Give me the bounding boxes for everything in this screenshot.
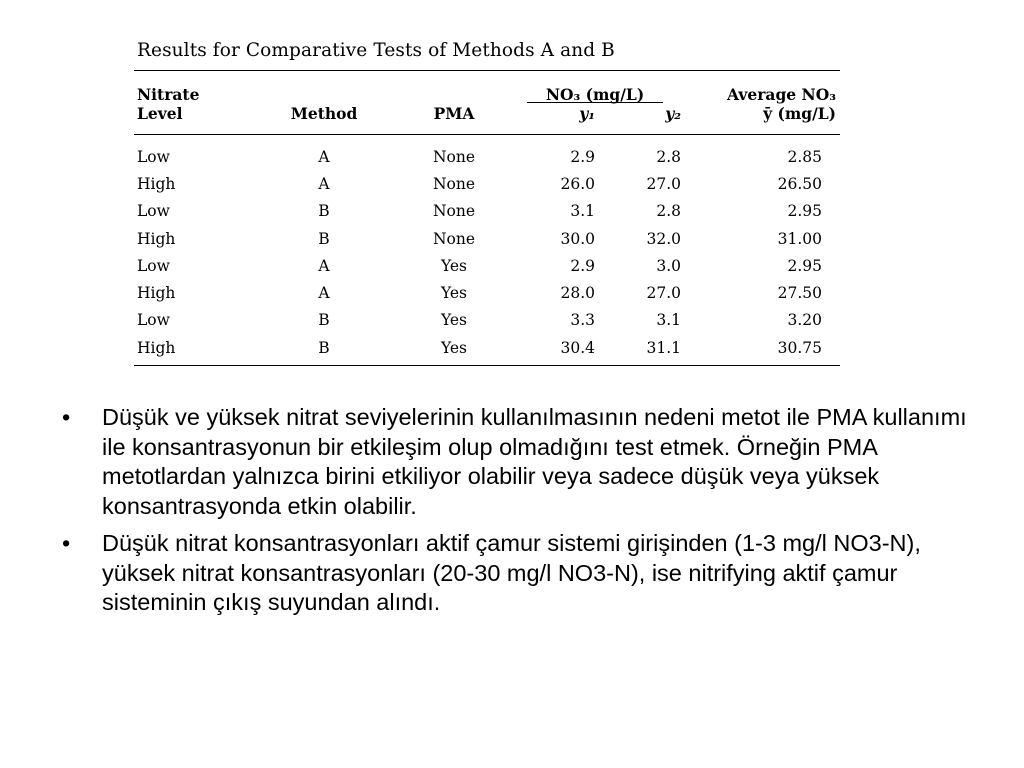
cell-method: B (318, 202, 330, 221)
bullet-item (62, 529, 982, 618)
cell-level: High (137, 174, 176, 193)
table-row (134, 137, 840, 170)
cell-method: B (318, 229, 330, 248)
cell-method: A (318, 284, 330, 303)
cell-y1: 30.4 (560, 338, 595, 357)
table-row (134, 198, 840, 225)
cell-y1: 3.1 (570, 202, 595, 221)
cell-pma: None (432, 147, 476, 166)
cell-pma: Yes (440, 284, 467, 303)
cell-y1: 30.0 (560, 229, 595, 248)
cell-pma: None (432, 229, 476, 248)
header-level: Level (137, 104, 183, 123)
header-no3-label: NO₃ (mg/L) (545, 85, 645, 104)
header-y1: y₁ (579, 104, 595, 123)
cell-method: B (318, 338, 330, 357)
header-nitrate: Nitrate (137, 85, 200, 104)
cell-y1: 2.9 (570, 147, 595, 166)
cell-method: A (318, 147, 330, 166)
cell-level: High (137, 284, 176, 303)
cell-level: Low (137, 311, 170, 330)
cell-average: 3.20 (787, 311, 822, 330)
cell-method: A (318, 256, 330, 275)
header-row-1 (134, 71, 840, 104)
table-title: Results for Comparative Tests of Methods A and B (137, 40, 615, 61)
table-row (134, 279, 840, 306)
cell-pma: Yes (440, 256, 467, 275)
cell-y2: 3.1 (656, 311, 681, 330)
cell-y2: 27.0 (646, 284, 681, 303)
table-header-rule (134, 134, 840, 135)
header-y2: y₂ (665, 104, 681, 123)
cell-y1: 26.0 (560, 174, 595, 193)
cell-y1: 3.3 (570, 311, 595, 330)
cell-average: 27.50 (777, 284, 822, 303)
cell-average: 2.85 (787, 147, 822, 166)
cell-y2: 2.8 (656, 202, 681, 221)
cell-level: Low (137, 202, 170, 221)
table-row (134, 252, 840, 279)
table-row (134, 334, 840, 361)
bullet-marker: • (62, 530, 71, 556)
bullet-text: Düşük nitrat konsantrasyonları aktif çamur sistemi girişinden (1-3 mg/l NO3-N), yüksek nitrat konsantrasyonları (20-30 mg/l NO3-N), ise nitrifying aktif çamur sisteminin çıkış suyundan alındı. (102, 530, 921, 615)
cell-average: 2.95 (787, 202, 822, 221)
bullet-text: Düşük ve yüksek nitrat seviyelerinin kullanılmasının nedeni metot ile PMA kullanımı ile konsantrasyonun bir etkileşim olup olmadığını test etmek. Örneğin PMA metotlardan yalnızca birini etkiliyor olabilir veya sadece düşük veya yüksek konsantrasyonda etkin olabilir. (102, 404, 967, 519)
header-no3-group (509, 71, 681, 104)
table-body (134, 137, 840, 361)
cell-pma: None (432, 174, 476, 193)
cell-level: High (137, 338, 176, 357)
cell-average: 30.75 (777, 338, 822, 357)
bullet-item (62, 403, 982, 521)
cell-average: 26.50 (777, 174, 822, 193)
cell-y2: 2.8 (656, 147, 681, 166)
cell-level: Low (137, 147, 170, 166)
cell-pma: Yes (440, 338, 467, 357)
cell-method: A (318, 174, 330, 193)
cell-y1: 2.9 (570, 256, 595, 275)
header-method: Method (290, 104, 358, 123)
table-row (134, 170, 840, 197)
cell-average: 2.95 (787, 256, 822, 275)
header-pma: PMA (433, 104, 475, 123)
bullet-marker: • (62, 404, 71, 430)
cell-method: B (318, 311, 330, 330)
cell-pma: Yes (440, 311, 467, 330)
cell-average: 31.00 (777, 229, 822, 248)
results-table (134, 71, 840, 361)
header-ybar-unit: ȳ (mg/L) (763, 104, 836, 123)
cell-y2: 27.0 (646, 174, 681, 193)
table-row (134, 225, 840, 252)
cell-pma: None (432, 202, 476, 221)
header-row-2 (134, 104, 840, 131)
cell-level: High (137, 229, 176, 248)
cell-level: Low (137, 256, 170, 275)
cell-y2: 31.1 (646, 338, 681, 357)
table-bottom-rule (134, 365, 840, 366)
results-table-section (134, 40, 840, 366)
bullet-list (62, 403, 982, 626)
cell-y2: 3.0 (656, 256, 681, 275)
no3-group-underline (527, 102, 663, 103)
cell-y2: 32.0 (646, 229, 681, 248)
cell-y1: 28.0 (560, 284, 595, 303)
header-average: Average NO₃ (726, 85, 836, 104)
table-row (134, 307, 840, 334)
